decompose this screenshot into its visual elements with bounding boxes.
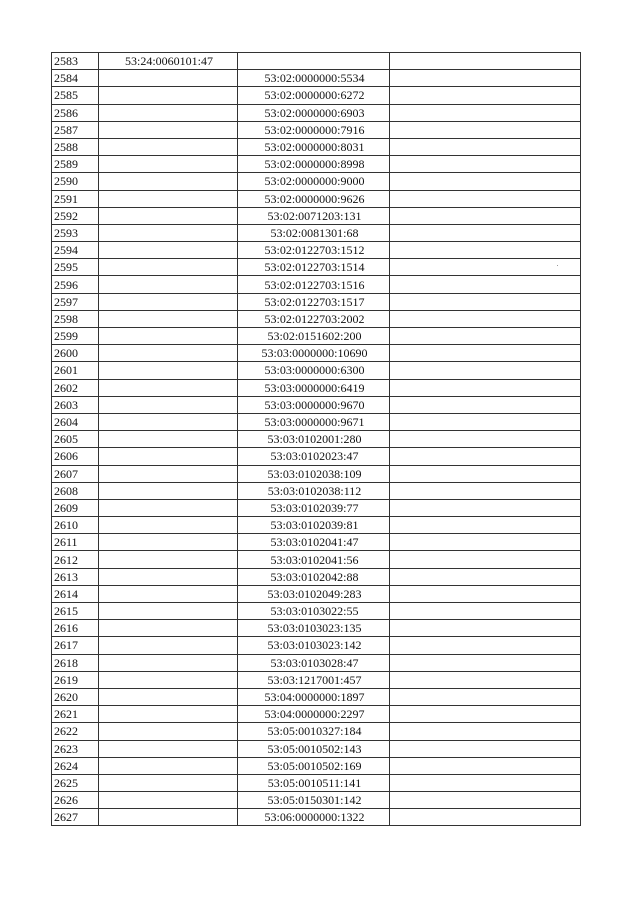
extra-cell bbox=[390, 688, 581, 705]
cadastral-number-a-cell bbox=[99, 465, 238, 482]
row-number-cell: 2596 bbox=[52, 276, 99, 293]
table-row bbox=[52, 671, 581, 688]
row-number-cell: 2603 bbox=[52, 396, 99, 413]
cadastral-number-b-cell: 53:05:0010327:184 bbox=[238, 723, 390, 740]
cadastral-number-a-cell bbox=[99, 310, 238, 327]
cadastral-number-a-cell bbox=[99, 482, 238, 499]
cadastral-number-b-cell: 53:03:0103028:47 bbox=[238, 654, 390, 671]
extra-cell bbox=[390, 774, 581, 791]
row-number-cell: 2626 bbox=[52, 792, 99, 809]
row-number-cell: 2615 bbox=[52, 603, 99, 620]
table-row bbox=[52, 499, 581, 516]
extra-cell bbox=[390, 499, 581, 516]
cadastral-number-b-cell: 53:02:0000000:9000 bbox=[238, 173, 390, 190]
cadastral-number-b-cell: 53:03:0000000:10690 bbox=[238, 345, 390, 362]
extra-cell bbox=[390, 293, 581, 310]
cadastral-number-b-cell: 53:02:0122703:1514 bbox=[238, 259, 390, 276]
cadastral-number-b-cell: 53:02:0000000:7916 bbox=[238, 121, 390, 138]
cadastral-number-a-cell bbox=[99, 259, 238, 276]
cadastral-number-a-cell bbox=[99, 121, 238, 138]
table-row bbox=[52, 70, 581, 87]
extra-cell bbox=[390, 259, 581, 276]
table-row bbox=[52, 276, 581, 293]
extra-cell bbox=[390, 551, 581, 568]
cadastral-number-b-cell: 53:03:0102038:112 bbox=[238, 482, 390, 499]
extra-cell bbox=[390, 156, 581, 173]
cadastral-number-b-cell: 53:03:0103022:55 bbox=[238, 603, 390, 620]
row-number-cell: 2612 bbox=[52, 551, 99, 568]
row-number-cell: 2606 bbox=[52, 448, 99, 465]
cadastral-number-a-cell bbox=[99, 224, 238, 241]
extra-cell bbox=[390, 482, 581, 499]
cadastral-number-a-cell bbox=[99, 362, 238, 379]
row-number-cell: 2601 bbox=[52, 362, 99, 379]
cadastral-number-b-cell: 53:03:0000000:9670 bbox=[238, 396, 390, 413]
cadastral-number-b-cell: 53:03:1217001:457 bbox=[238, 671, 390, 688]
row-number-cell: 2625 bbox=[52, 774, 99, 791]
row-number-cell: 2622 bbox=[52, 723, 99, 740]
extra-cell bbox=[390, 757, 581, 774]
cadastral-number-a-cell bbox=[99, 568, 238, 585]
table-row bbox=[52, 723, 581, 740]
table-row bbox=[52, 757, 581, 774]
table-row bbox=[52, 53, 581, 70]
cadastral-table bbox=[51, 52, 581, 826]
table-row bbox=[52, 328, 581, 345]
scan-speck bbox=[557, 265, 558, 266]
row-number-cell: 2610 bbox=[52, 517, 99, 534]
cadastral-number-b-cell: 53:03:0102049:283 bbox=[238, 585, 390, 602]
cadastral-number-a-cell bbox=[99, 413, 238, 430]
cadastral-number-a-cell bbox=[99, 431, 238, 448]
table-row bbox=[52, 654, 581, 671]
row-number-cell: 2621 bbox=[52, 706, 99, 723]
table-row bbox=[52, 774, 581, 791]
cadastral-number-b-cell: 53:05:0010502:169 bbox=[238, 757, 390, 774]
row-number-cell: 2623 bbox=[52, 740, 99, 757]
cadastral-number-b-cell: 53:03:0102042:88 bbox=[238, 568, 390, 585]
extra-cell bbox=[390, 328, 581, 345]
row-number-cell: 2584 bbox=[52, 70, 99, 87]
extra-cell bbox=[390, 362, 581, 379]
row-number-cell: 2585 bbox=[52, 87, 99, 104]
table-row bbox=[52, 688, 581, 705]
cadastral-number-b-cell: 53:03:0102039:81 bbox=[238, 517, 390, 534]
extra-cell bbox=[390, 396, 581, 413]
cadastral-number-a-cell bbox=[99, 70, 238, 87]
cadastral-number-b-cell: 53:05:0010502:143 bbox=[238, 740, 390, 757]
table-row bbox=[52, 242, 581, 259]
cadastral-number-a-cell bbox=[99, 723, 238, 740]
table-row bbox=[52, 740, 581, 757]
cadastral-number-a-cell: 53:24:0060101:47 bbox=[99, 53, 238, 70]
cadastral-number-b-cell: 53:02:0000000:5534 bbox=[238, 70, 390, 87]
cadastral-number-a-cell bbox=[99, 792, 238, 809]
extra-cell bbox=[390, 310, 581, 327]
cadastral-number-a-cell bbox=[99, 173, 238, 190]
extra-cell bbox=[390, 70, 581, 87]
row-number-cell: 2588 bbox=[52, 138, 99, 155]
cadastral-number-a-cell bbox=[99, 551, 238, 568]
cadastral-number-b-cell: 53:03:0103023:142 bbox=[238, 637, 390, 654]
extra-cell bbox=[390, 276, 581, 293]
row-number-cell: 2614 bbox=[52, 585, 99, 602]
cadastral-number-b-cell bbox=[238, 53, 390, 70]
cadastral-number-a-cell bbox=[99, 138, 238, 155]
cadastral-number-b-cell: 53:02:0000000:6903 bbox=[238, 104, 390, 121]
cadastral-number-a-cell bbox=[99, 190, 238, 207]
table-row bbox=[52, 413, 581, 430]
cadastral-number-a-cell bbox=[99, 87, 238, 104]
row-number-cell: 2609 bbox=[52, 499, 99, 516]
cadastral-number-a-cell bbox=[99, 448, 238, 465]
extra-cell bbox=[390, 654, 581, 671]
cadastral-number-b-cell: 53:02:0081301:68 bbox=[238, 224, 390, 241]
table-row bbox=[52, 706, 581, 723]
row-number-cell: 2618 bbox=[52, 654, 99, 671]
table-row bbox=[52, 156, 581, 173]
extra-cell bbox=[390, 620, 581, 637]
extra-cell bbox=[390, 637, 581, 654]
row-number-cell: 2620 bbox=[52, 688, 99, 705]
extra-cell bbox=[390, 413, 581, 430]
row-number-cell: 2598 bbox=[52, 310, 99, 327]
cadastral-number-b-cell: 53:02:0000000:8998 bbox=[238, 156, 390, 173]
cadastral-number-b-cell: 53:03:0102001:280 bbox=[238, 431, 390, 448]
cadastral-number-a-cell bbox=[99, 242, 238, 259]
table-row bbox=[52, 465, 581, 482]
row-number-cell: 2599 bbox=[52, 328, 99, 345]
cadastral-number-b-cell: 53:03:0103023:135 bbox=[238, 620, 390, 637]
cadastral-number-b-cell: 53:03:0102023:47 bbox=[238, 448, 390, 465]
cadastral-number-a-cell bbox=[99, 740, 238, 757]
cadastral-number-a-cell bbox=[99, 654, 238, 671]
row-number-cell: 2597 bbox=[52, 293, 99, 310]
extra-cell bbox=[390, 379, 581, 396]
table-row bbox=[52, 362, 581, 379]
row-number-cell: 2613 bbox=[52, 568, 99, 585]
cadastral-number-a-cell bbox=[99, 104, 238, 121]
table-row bbox=[52, 620, 581, 637]
row-number-cell: 2586 bbox=[52, 104, 99, 121]
cadastral-number-b-cell: 53:02:0122703:1512 bbox=[238, 242, 390, 259]
row-number-cell: 2583 bbox=[52, 53, 99, 70]
table-row bbox=[52, 792, 581, 809]
row-number-cell: 2611 bbox=[52, 534, 99, 551]
cadastral-number-a-cell bbox=[99, 499, 238, 516]
cadastral-number-a-cell bbox=[99, 156, 238, 173]
cadastral-number-a-cell bbox=[99, 293, 238, 310]
extra-cell bbox=[390, 585, 581, 602]
extra-cell bbox=[390, 568, 581, 585]
table-row bbox=[52, 224, 581, 241]
cadastral-number-a-cell bbox=[99, 757, 238, 774]
table-row bbox=[52, 379, 581, 396]
extra-cell bbox=[390, 534, 581, 551]
table-row bbox=[52, 517, 581, 534]
row-number-cell: 2600 bbox=[52, 345, 99, 362]
cadastral-number-a-cell bbox=[99, 379, 238, 396]
table-row bbox=[52, 259, 581, 276]
row-number-cell: 2624 bbox=[52, 757, 99, 774]
row-number-cell: 2595 bbox=[52, 259, 99, 276]
extra-cell bbox=[390, 242, 581, 259]
table-row bbox=[52, 482, 581, 499]
row-number-cell: 2602 bbox=[52, 379, 99, 396]
cadastral-number-b-cell: 53:03:0102038:109 bbox=[238, 465, 390, 482]
table-row bbox=[52, 534, 581, 551]
cadastral-number-a-cell bbox=[99, 603, 238, 620]
cadastral-number-a-cell bbox=[99, 396, 238, 413]
cadastral-number-b-cell: 53:02:0000000:9626 bbox=[238, 190, 390, 207]
cadastral-number-a-cell bbox=[99, 328, 238, 345]
table-row bbox=[52, 431, 581, 448]
cadastral-number-b-cell: 53:03:0102041:47 bbox=[238, 534, 390, 551]
row-number-cell: 2605 bbox=[52, 431, 99, 448]
extra-cell bbox=[390, 465, 581, 482]
cadastral-number-b-cell: 53:02:0122703:1517 bbox=[238, 293, 390, 310]
table-row bbox=[52, 173, 581, 190]
table-row bbox=[52, 345, 581, 362]
row-number-cell: 2608 bbox=[52, 482, 99, 499]
extra-cell bbox=[390, 104, 581, 121]
cadastral-number-a-cell bbox=[99, 671, 238, 688]
cadastral-number-a-cell bbox=[99, 620, 238, 637]
table-row bbox=[52, 310, 581, 327]
cadastral-number-b-cell: 53:03:0000000:6300 bbox=[238, 362, 390, 379]
extra-cell bbox=[390, 671, 581, 688]
cadastral-number-a-cell bbox=[99, 517, 238, 534]
cadastral-number-a-cell bbox=[99, 207, 238, 224]
cadastral-number-a-cell bbox=[99, 534, 238, 551]
cadastral-number-b-cell: 53:04:0000000:1897 bbox=[238, 688, 390, 705]
extra-cell bbox=[390, 792, 581, 809]
extra-cell bbox=[390, 723, 581, 740]
cadastral-number-b-cell: 53:02:0122703:1516 bbox=[238, 276, 390, 293]
cadastral-number-b-cell: 53:03:0102039:77 bbox=[238, 499, 390, 516]
table-row bbox=[52, 207, 581, 224]
row-number-cell: 2589 bbox=[52, 156, 99, 173]
cadastral-number-b-cell: 53:02:0122703:2002 bbox=[238, 310, 390, 327]
extra-cell bbox=[390, 706, 581, 723]
cadastral-number-b-cell: 53:04:0000000:2297 bbox=[238, 706, 390, 723]
extra-cell bbox=[390, 121, 581, 138]
table-row bbox=[52, 293, 581, 310]
extra-cell bbox=[390, 603, 581, 620]
extra-cell bbox=[390, 740, 581, 757]
table-row bbox=[52, 809, 581, 826]
extra-cell bbox=[390, 173, 581, 190]
row-number-cell: 2587 bbox=[52, 121, 99, 138]
table-row bbox=[52, 585, 581, 602]
cadastral-number-b-cell: 53:02:0000000:6272 bbox=[238, 87, 390, 104]
row-number-cell: 2627 bbox=[52, 809, 99, 826]
cadastral-number-b-cell: 53:06:0000000:1322 bbox=[238, 809, 390, 826]
cadastral-number-b-cell: 53:03:0000000:9671 bbox=[238, 413, 390, 430]
table-row bbox=[52, 104, 581, 121]
cadastral-number-a-cell bbox=[99, 585, 238, 602]
extra-cell bbox=[390, 138, 581, 155]
extra-cell bbox=[390, 207, 581, 224]
extra-cell bbox=[390, 809, 581, 826]
cadastral-number-b-cell: 53:03:0000000:6419 bbox=[238, 379, 390, 396]
extra-cell bbox=[390, 448, 581, 465]
table-row bbox=[52, 87, 581, 104]
table-row bbox=[52, 138, 581, 155]
row-number-cell: 2604 bbox=[52, 413, 99, 430]
table-row bbox=[52, 568, 581, 585]
cadastral-number-a-cell bbox=[99, 688, 238, 705]
table-row bbox=[52, 448, 581, 465]
row-number-cell: 2616 bbox=[52, 620, 99, 637]
cadastral-number-a-cell bbox=[99, 706, 238, 723]
cadastral-number-b-cell: 53:05:0150301:142 bbox=[238, 792, 390, 809]
table-row bbox=[52, 637, 581, 654]
extra-cell bbox=[390, 224, 581, 241]
table-row bbox=[52, 603, 581, 620]
cadastral-number-b-cell: 53:02:0071203:131 bbox=[238, 207, 390, 224]
table-row bbox=[52, 396, 581, 413]
row-number-cell: 2590 bbox=[52, 173, 99, 190]
cadastral-number-a-cell bbox=[99, 637, 238, 654]
row-number-cell: 2607 bbox=[52, 465, 99, 482]
cadastral-number-a-cell bbox=[99, 809, 238, 826]
cadastral-number-a-cell bbox=[99, 345, 238, 362]
table-row bbox=[52, 121, 581, 138]
row-number-cell: 2591 bbox=[52, 190, 99, 207]
cadastral-number-a-cell bbox=[99, 774, 238, 791]
extra-cell bbox=[390, 87, 581, 104]
cadastral-number-b-cell: 53:02:0000000:8031 bbox=[238, 138, 390, 155]
table-row bbox=[52, 551, 581, 568]
table-row bbox=[52, 190, 581, 207]
row-number-cell: 2619 bbox=[52, 671, 99, 688]
row-number-cell: 2617 bbox=[52, 637, 99, 654]
table-body bbox=[52, 53, 581, 826]
extra-cell bbox=[390, 431, 581, 448]
extra-cell bbox=[390, 53, 581, 70]
row-number-cell: 2594 bbox=[52, 242, 99, 259]
cadastral-number-b-cell: 53:03:0102041:56 bbox=[238, 551, 390, 568]
extra-cell bbox=[390, 190, 581, 207]
row-number-cell: 2593 bbox=[52, 224, 99, 241]
extra-cell bbox=[390, 345, 581, 362]
cadastral-number-b-cell: 53:05:0010511:141 bbox=[238, 774, 390, 791]
row-number-cell: 2592 bbox=[52, 207, 99, 224]
extra-cell bbox=[390, 517, 581, 534]
cadastral-number-a-cell bbox=[99, 276, 238, 293]
cadastral-number-b-cell: 53:02:0151602:200 bbox=[238, 328, 390, 345]
